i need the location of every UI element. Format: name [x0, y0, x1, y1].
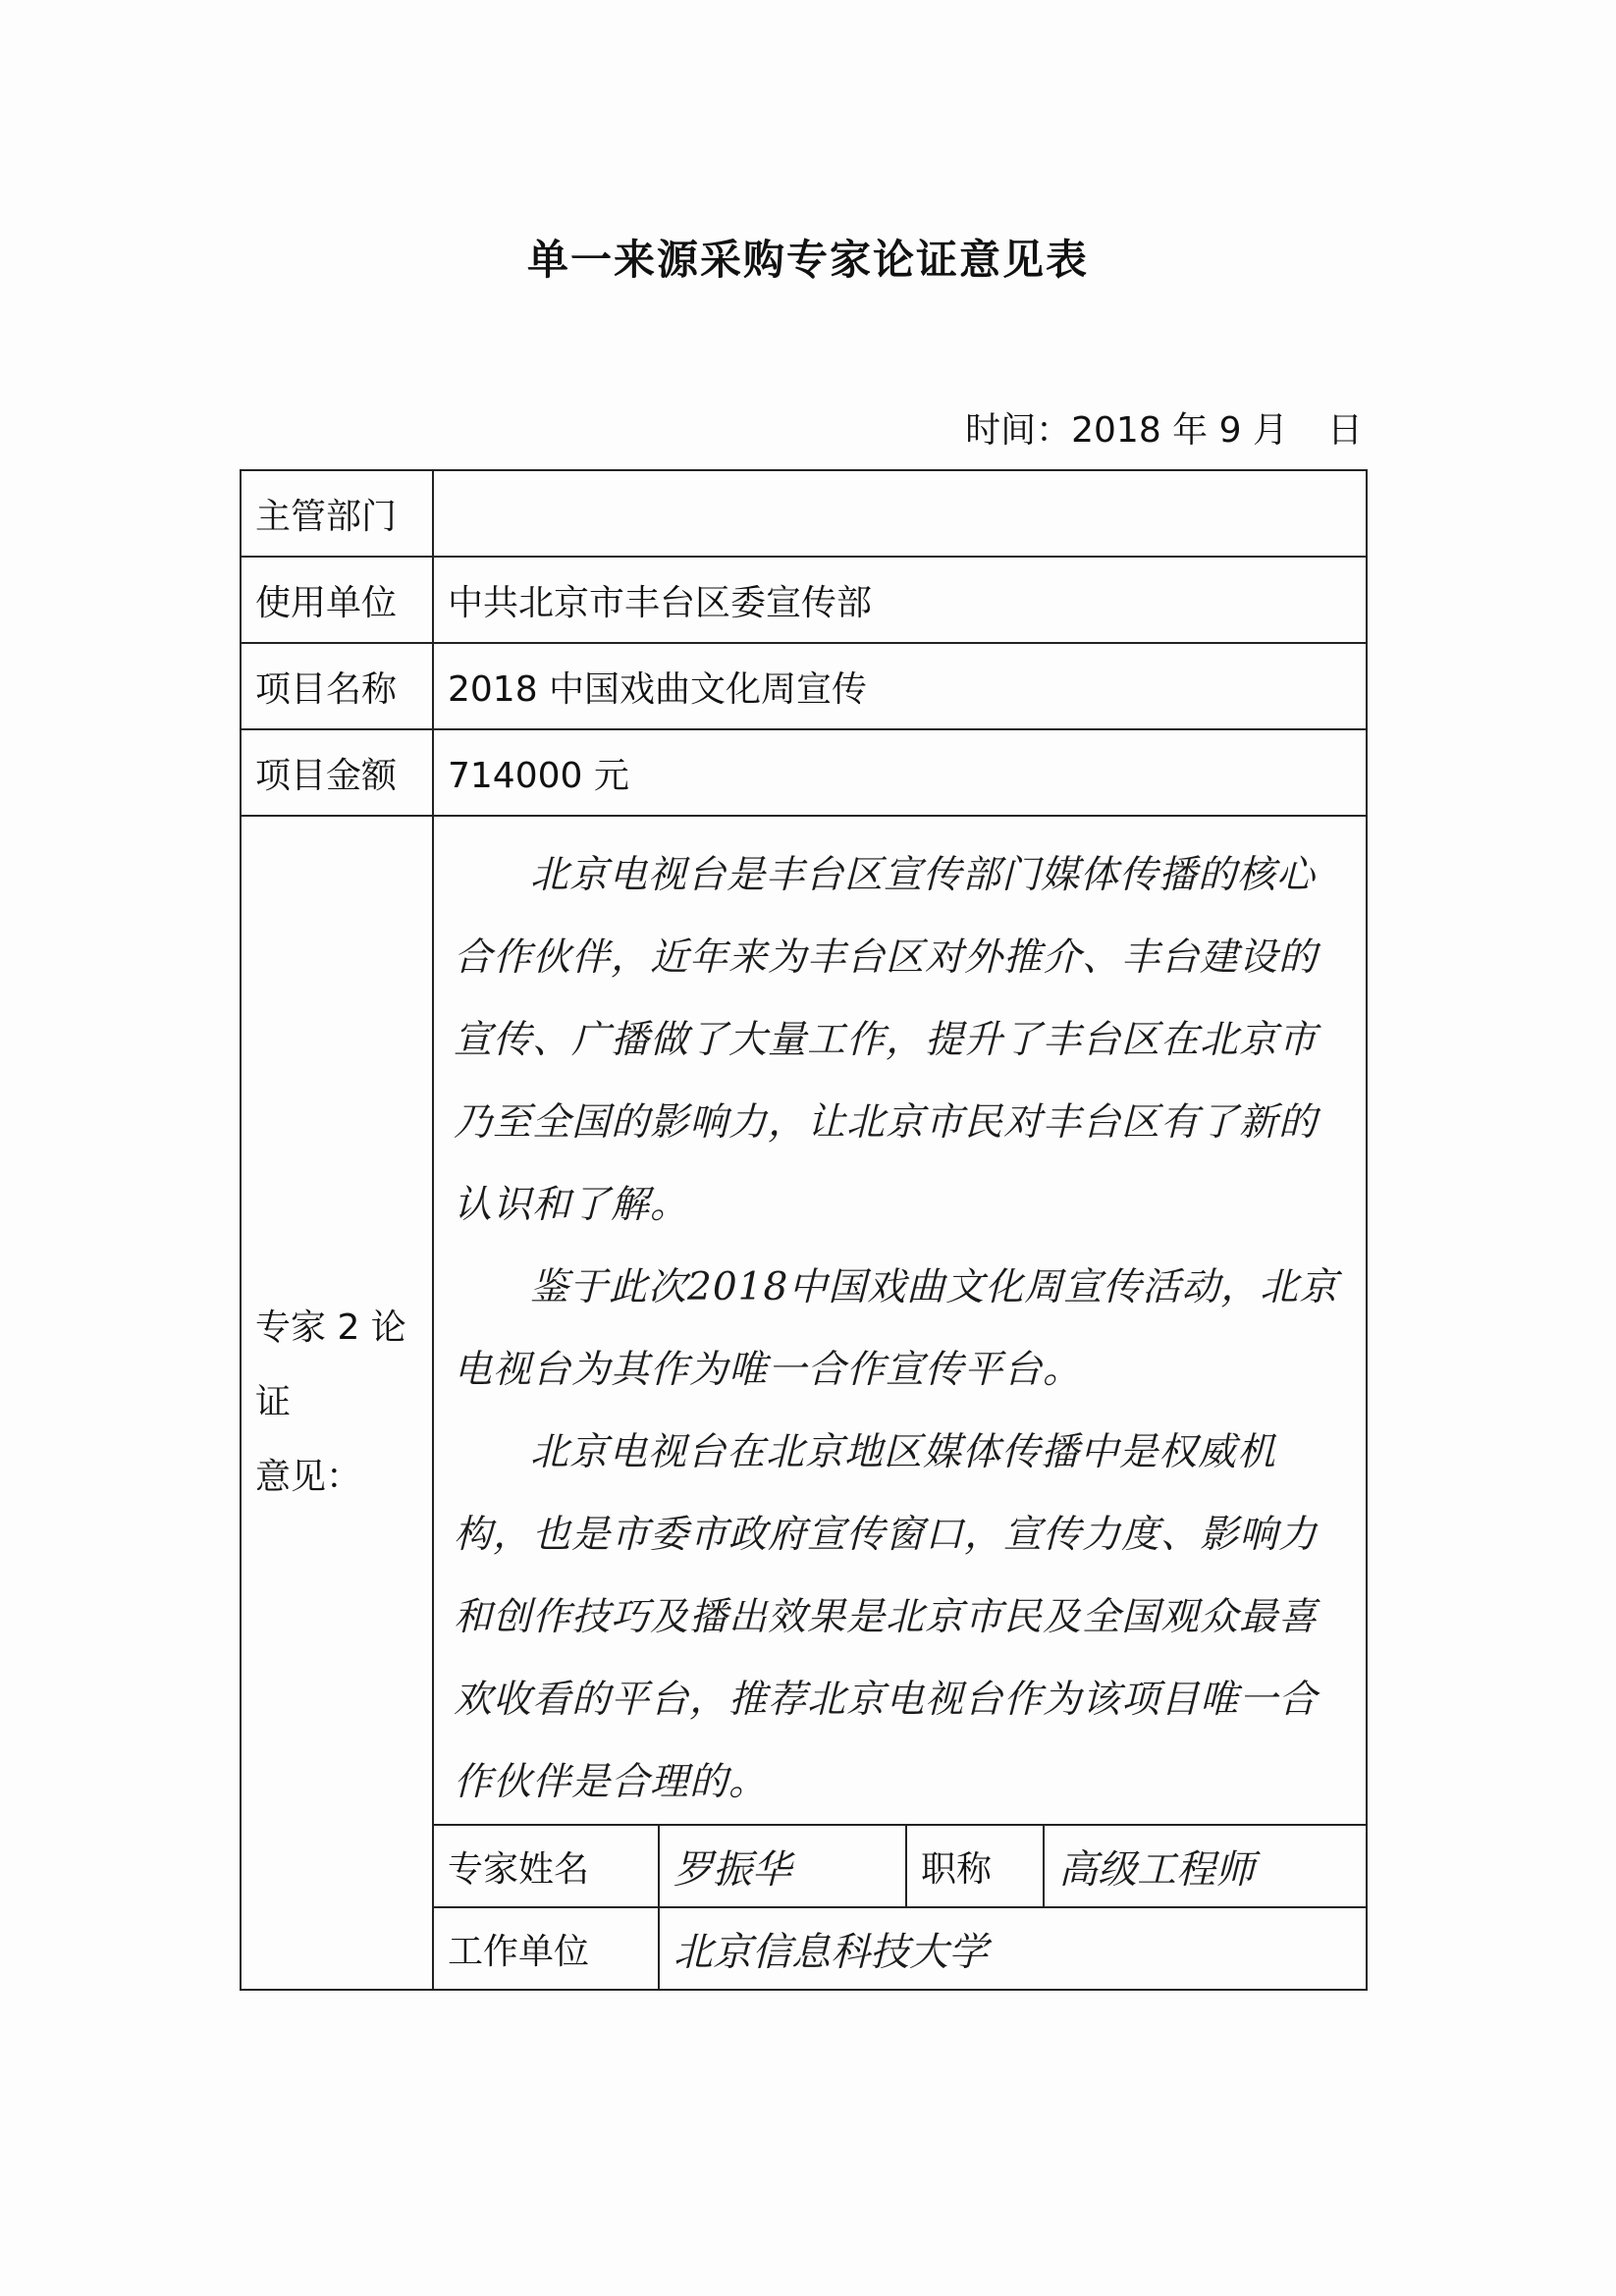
- expert-org-subtable: [434, 1908, 1366, 1989]
- date-prefix: 时间：2018 年 9 月: [965, 410, 1288, 451]
- opinion-content: [433, 816, 1367, 1825]
- unit-label: 使用单位: [241, 557, 433, 643]
- expert-org-label: 工作单位: [434, 1908, 659, 1989]
- opinion-form-table: [240, 469, 1368, 1991]
- unit-row: [241, 557, 1367, 643]
- date-day-label: 日: [1326, 410, 1363, 451]
- expert-org-cell: [433, 1907, 1367, 1990]
- amount-value: 714000 元: [433, 729, 1367, 816]
- expert-name-subtable: [434, 1826, 1366, 1906]
- opinion-paragraph: 鉴于此次2018中国戏曲文化周宣传活动，北京电视台为其作为唯一合作宣传平台。: [454, 1265, 1339, 1392]
- project-label: 项目名称: [241, 643, 433, 729]
- expert-org-value: 北京信息科技大学: [673, 1929, 988, 1975]
- document-title: 单一来源采购专家论证意见表: [526, 236, 1089, 284]
- amount-label: 项目金额: [241, 729, 433, 816]
- expert-title-value: 高级工程师: [1044, 1826, 1366, 1906]
- expert-name-value: 罗振华: [659, 1826, 906, 1906]
- unit-value: 中共北京市丰台区委宣传部: [433, 557, 1367, 643]
- dept-label: 主管部门: [241, 470, 433, 557]
- dept-value: [433, 470, 1367, 557]
- expert-name-label: 专家姓名: [434, 1826, 659, 1906]
- opinion-label-line1: 专家 2 论证: [255, 1308, 406, 1422]
- opinion-label-cell: [241, 816, 433, 1990]
- opinion-paragraph: 北京电视台是丰台区宣传部门媒体传播的核心合作伙伴，近年来为丰台区对外推介、丰台建设的宣传、广播做了大量工作，提升了丰台区在北京市乃至全国的影响力，让北京市民对丰台区有了新的认识和了解。: [454, 853, 1319, 1227]
- opinion-label-line2: 意见：: [255, 1457, 362, 1497]
- date-line: [965, 402, 1363, 453]
- amount-row: [241, 729, 1367, 816]
- handwritten-opinion: [434, 817, 1366, 1824]
- expert-name-cell: [433, 1825, 1367, 1907]
- project-row: [241, 643, 1367, 729]
- opinion-row: [241, 816, 1367, 1825]
- project-value: 2018 中国戏曲文化周宣传: [433, 643, 1367, 729]
- opinion-paragraph: 北京电视台在北京地区媒体传播中是权威机构，也是市委市政府宣传窗口，宣传力度、影响力和创作技巧及播出效果是北京市民及全国观众最喜欢收看的平台，推荐北京电视台作为该项目唯一合作伙伴是合理的。: [454, 1430, 1319, 1804]
- dept-row: [241, 470, 1367, 557]
- expert-title-label: 职称: [906, 1826, 1044, 1906]
